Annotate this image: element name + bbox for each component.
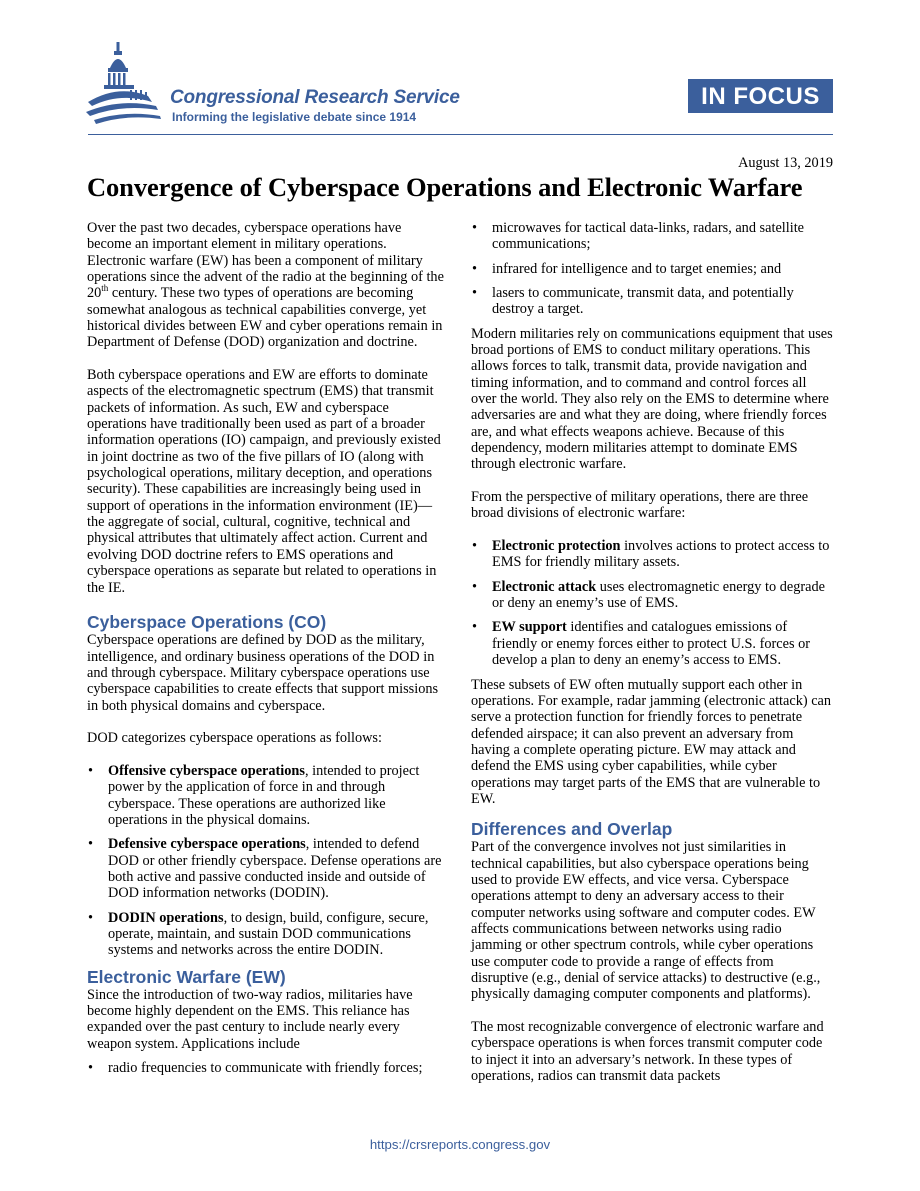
bullet-icon: • [472,538,478,555]
page-title: Convergence of Cyberspace Operations and Electronic Warfare [87,172,803,202]
bullet-icon: • [472,578,478,595]
ew-divisions-intro: From the perspective of military operations, there are three broad divisions of electronic warfare: [471,489,809,522]
list-item: • Defensive cyberspace operations, intended to defend DOD or other friendly cyberspace. Defense operations are both active and passive conducted inside and outside of DOD information networks (DODIN). [88,836,442,902]
bullet-icon: • [88,1059,94,1076]
co-paragraph-2: DOD categorizes cyberspace operations as follows: [87,730,382,747]
bullet-icon: • [472,285,478,302]
differences-paragraph-2: The most recognizable convergence of electronic warfare and cyberspace operations is when forces transmit computer code to inject it into an adversary’s network. In these types of operations, radios can transmit data packets [471,1018,824,1085]
capitol-dome-logo-icon [82,40,166,132]
bullet-icon: • [472,220,478,236]
list-item: • Offensive cyberspace operations, intended to project power by the application of force in and through cyberspace. These operations are authorized like operations in the physical domains. [88,762,420,828]
ew-application-list-continued [471,220,834,318]
list-item: • radio frequencies to communicate with friendly forces; [88,1059,423,1076]
ems-paragraph: Modern militaries rely on communications equipment that uses broad portions of EMS to conduct military operations. This allows forces to talk, transmit data, provide navigation and timing information, and to command and control forces all over the world. They also rely on the EMS to determine where adversaries are and what they are doing, where friendly forces are, and what effects weapons achieve. Because of this dependency, modern militaries attempt to dominate EMS through electronic warfare. [471,325,833,473]
differences-paragraph-1: Part of the convergence involves not just similarities in technical capabilities, but also cyberspace operations being used to provide EW effects, and vice versa. Cyberspace operations attempt to deny an adversary access to their computer networks using software and computer codes. EW affects communications between networks using radio jamming or other spectrum controls, while cyber operations use computer code to provide a range of effects from disruptive (e.g., denial of service attacks) to destructive (e.g., physically damaging computer components and platforms). [471,839,821,1003]
ew-paragraph-1: Since the introduction of two-way radios, militaries have become highly dependent on the EMS. This reliance has expanded over the past century to include nearly every weapon system. Applications include [87,986,413,1052]
list-item: • microwaves for tactical data-links, radars, and satellite communications; [472,220,805,253]
header-divider [88,134,833,135]
co-bullet-list [87,763,447,959]
in-focus-badge: IN FOCUS [688,79,833,113]
list-item: • EW support identifies and catalogues emissions of friendly or enemy forces either to protect U.S. forces or develop a plan to deny an enemy’s access to EMS. [472,619,810,669]
bullet-icon: • [88,762,94,779]
bullet-icon: • [472,260,478,277]
list-item: • lasers to communicate, transmit data, and potentially destroy a target. [472,285,794,318]
org-name: Congressional Research Service [170,87,460,108]
right-column [471,220,834,1084]
left-column [87,220,447,1076]
ew-application-list [87,1060,447,1076]
ew-divisions-list [471,538,834,668]
list-item: • Electronic protection involves actions to protect access to EMS for friendly military assets. [472,538,830,571]
list-item: • infrared for intelligence and to target enemies; and [472,260,782,277]
bullet-icon: • [88,909,94,926]
page-header [0,0,920,140]
section-heading-ew: Electronic Warfare (EW) [87,966,286,987]
bullet-icon: • [472,619,478,636]
intro-paragraph-1: Over the past two decades, cyberspace operations have become an important element in military operations. Electronic warfare (EW) has been a component of military operations since the advent of the radio at the beginning of the 20th century. These two types of operations are becoming somewhat analogous as technical capabilities converge, yet historical divides between EW and cyber operations remain in Department of Defense (DOD) organization and doctrine. [87,220,444,351]
org-tagline: Informing the legislative debate since 1914 [172,110,417,124]
list-item: • Electronic attack uses electromagnetic energy to degrade or deny an enemy’s use of EMS. [472,578,825,612]
bullet-icon: • [88,836,94,853]
section-heading-differences: Differences and Overlap [471,819,673,840]
ew-subsets-paragraph: These subsets of EW often mutually support each other in operations. For example, radar jamming (electronic attack) can serve a protection function for friendly forces to penetrate defended airspace; it can also prevent an adversary from having a complete operating picture. EW may attack and defend the EMS using cyber capabilities, while cyber operations may target parts of the EMS that are vulnerable to EW. [471,676,832,807]
co-paragraph-1: Cyberspace operations are defined by DOD as the military, intelligence, and ordinary business operations of the DOD in and through cyberspace. Military cyberspace operations use cyberspace capabilities to create effects that support missions in both physical domains and cyberspace. [87,632,439,714]
list-item: • DODIN operations, to design, build, configure, secure, operate, maintain, and sustain DOD communications systems and networks across the entire DODIN. [88,909,429,959]
intro-paragraph-2: Both cyberspace operations and EW are efforts to dominate aspects of the electromagnetic spectrum (EMS) that transmit packets of information. As such, EW and cyberspace operations have traditionally been used as part of a broader information operations (IO) campaign, and previously existed in joint doctrine as two of the five pillars of IO (along with psychological operations, military deception, and operations security). These capabilities are increasingly being used in support of operations in the information environment (IE)—the aggregate of social, cultural, cognitive, technical and physical attributes that ultimately affect action. Current and evolving DOD doctrine refers to EMS operations and cyberspace operations as separate but related to operations in the IE. [87,367,441,596]
publication-date: August 13, 2019 [738,155,833,171]
section-heading-co: Cyberspace Operations (CO) [87,612,327,633]
footer-url[interactable]: https://crsreports.congress.gov [369,1137,551,1152]
